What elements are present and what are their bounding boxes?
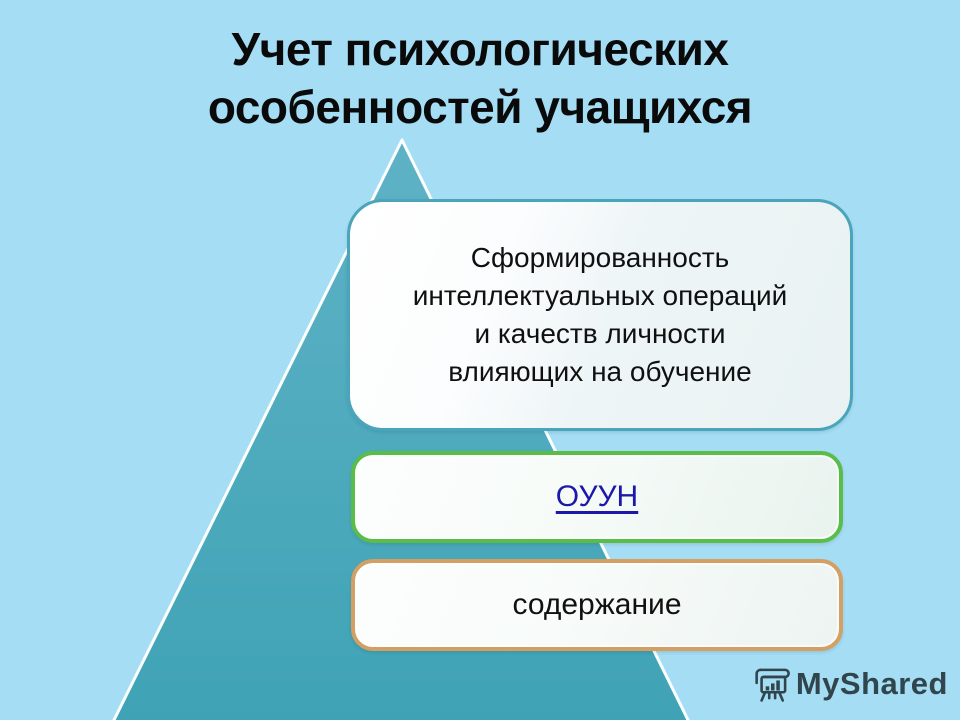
main-info-text-line: Сформированность [470, 242, 730, 273]
myshared-watermark-label: MyShared [795, 666, 948, 701]
content-box-label: содержание [512, 588, 682, 621]
myshared-watermark [751, 664, 948, 704]
oun-link[interactable]: ОУУН [555, 480, 639, 513]
main-info-text-line: и качеств личности [474, 318, 726, 349]
main-info-text-line: интеллектуальных операций [412, 280, 788, 311]
oun-box [351, 451, 843, 543]
slide-title-line: особенностей учащихся [207, 81, 753, 133]
main-info-text-line: влияющих на обучение [448, 356, 752, 387]
main-info-box [347, 199, 853, 431]
slide-title [0, 20, 960, 136]
flipchart-chart-icon [751, 664, 791, 704]
content-box[interactable] [351, 559, 843, 651]
slide-title-line: Учет психологических [231, 23, 729, 75]
